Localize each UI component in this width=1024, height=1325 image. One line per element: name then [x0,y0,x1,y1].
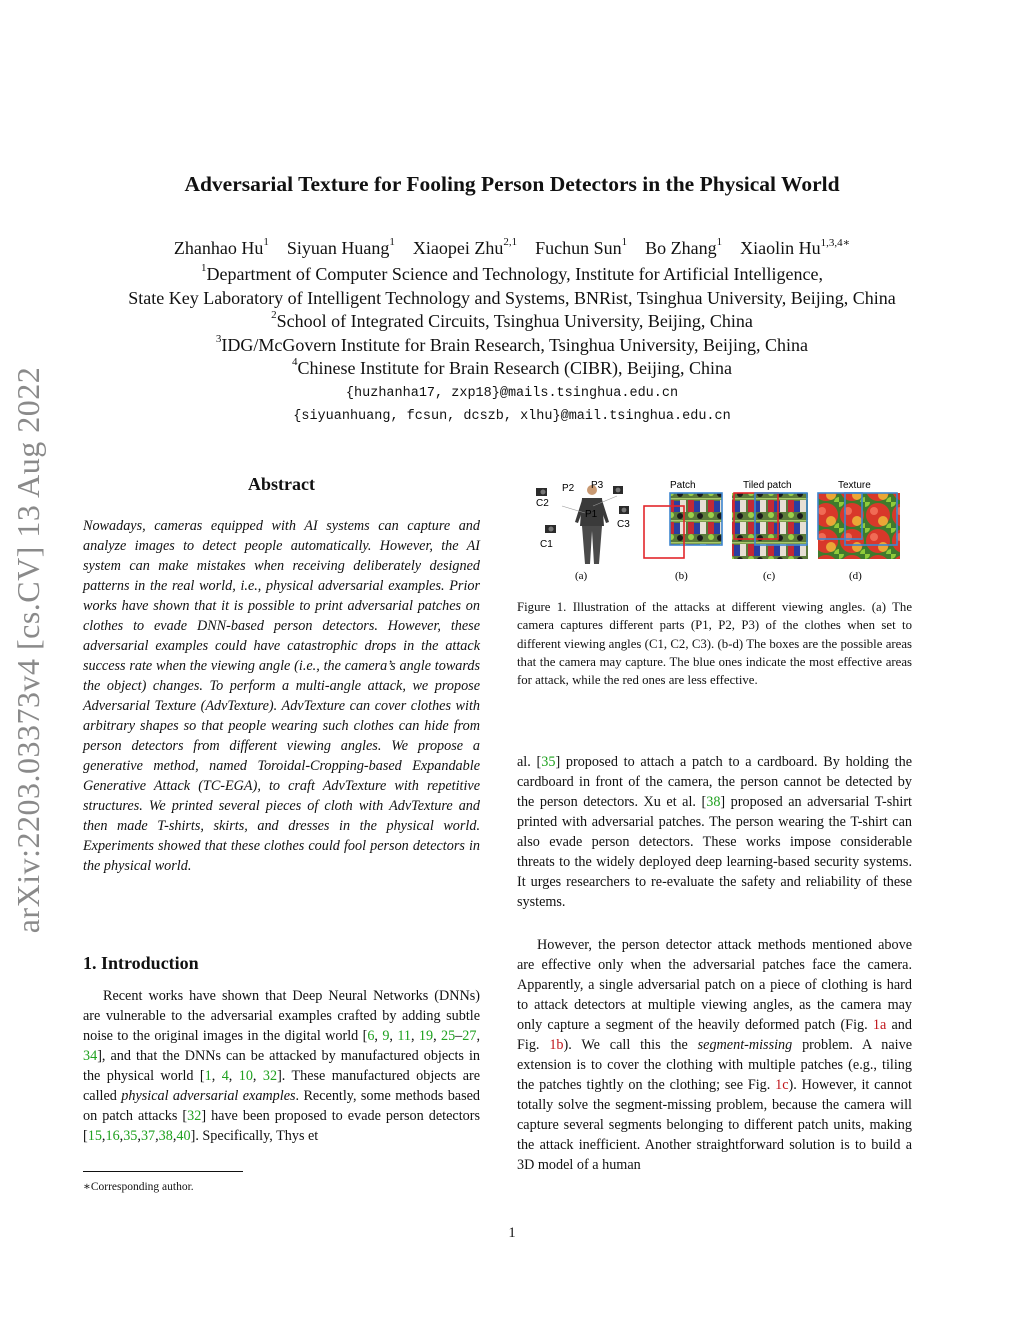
citation-link[interactable]: 35 [541,754,556,770]
affiliation-2 [0,311,1024,332]
author: Siyuan Huang [286,238,390,258]
author-sup: 1 [621,236,628,248]
footnote-rule [83,1171,243,1172]
citation-link[interactable]: 19 [418,1028,434,1044]
label-c2: C2 [536,498,549,509]
affiliation-3 [0,335,1024,356]
citation-link[interactable]: 32 [262,1068,278,1084]
affiliation-text: Department of Computer Science and Technology, Institute for Artificial Intelligence, [206,264,824,284]
label-p3: P3 [591,480,604,491]
affiliation-sup: 4 [292,356,298,368]
person-legs [582,526,602,564]
citation-link[interactable]: 1 [204,1068,212,1084]
figure-ref-link[interactable]: 1a [872,1017,887,1033]
citation-link[interactable]: 15 [87,1128,102,1144]
panel-c-tiled [732,480,808,559]
intro-heading: 1. Introduction [83,953,199,973]
citation-link[interactable]: 32 [187,1108,202,1124]
email-line-1: {huzhanha17, zxp18}@mails.tsinghua.edu.cn [345,386,679,401]
abstract-heading: Abstract [248,474,315,494]
citation-link[interactable]: 40 [176,1128,191,1144]
camera-icon [549,527,554,532]
affiliation-text: School of Integrated Circuits, Tsinghua University, Beijing, China [276,311,753,331]
label-texture: Texture [838,480,871,491]
citation-link[interactable]: 34 [83,1048,98,1064]
affiliation-sup: 2 [271,309,277,321]
right-paragraph-1: al. [35] proposed to attach a patch to a cardboard. By holding the cardboard in front of the camera, the person cannot be detected by the person detectors. Xu et al. [38] proposed an adversarial T-shirt printed with adversarial patches. The person wearing the T-shirt can also evade person detectors. These works impose considerable threats to the widely deployed deep learning-based security systems. It urges researchers to re-evaluate the safety and reliability of these systems. [517,754,912,910]
footnote: ∗Corresponding author. [83,1181,194,1193]
author: Bo Zhang [645,238,717,258]
author-sup: 2,1 [503,236,518,248]
author: Xiaopei Zhu [412,238,504,258]
label-p1: P1 [585,509,598,520]
citation-link[interactable]: 35 [123,1128,138,1144]
author: Zhanhao Hu [173,238,264,258]
figure-ref-link[interactable]: 1b [549,1037,564,1053]
affiliation-sup: 3 [215,333,222,345]
label-tiled: Tiled patch [743,480,792,491]
affiliation-1 [0,264,1024,285]
citation-link[interactable]: 9 [382,1028,390,1044]
panel-b-patch [644,480,722,558]
citation-link[interactable]: 25 [440,1028,456,1044]
figure-1 [527,476,911,586]
email-line-2: {siyuanhuang, fcsun, dcszb, xlhu}@mail.tsinghua.edu.cn [293,409,731,424]
affiliation-1b: State Key Laboratory of Intelligent Technology and Systems, BNRist, Tsinghua University, Beijing, China [128,288,896,308]
citation-link[interactable]: 11 [397,1028,411,1044]
sublabel-c: (c) [763,570,776,582]
arxiv-stamp: arXiv:2203.03373v4 [cs.CV] 13 Aug 2022 [10,366,46,934]
label-p2: P2 [562,483,575,494]
affiliation-text: Chinese Institute for Brain Research (CIBR), Beijing, China [297,358,732,378]
sublabel-a: (a) [575,570,588,582]
panel-a-illustration [536,480,630,564]
citation-link[interactable]: 10 [238,1068,253,1084]
label-c1: C1 [540,539,553,550]
author-sup: 1 [716,236,723,248]
citation-link[interactable]: 6 [367,1028,375,1044]
author-sup: 1 [263,236,269,248]
camera-icon [541,490,546,495]
citation-link[interactable]: 38 [158,1128,173,1144]
right-paragraph-2: However, the person detector attack methods mentioned above are effective only when the adversarial patches face the camera. Apparently, a single adversarial patch on a piece of clothing is hard to attack detectors at multiple viewing angles, as the camera may only capture a segment of the heavily deformed patch (Fig. 1a and Fig. 1b). We call this the segment-missing problem. A naive extension is to cover the clothing with multiple patches (e.g., tiling the patches tightly on the clothing; see Fig. 1c). However, it cannot totally solve the segment-missing problem, because the camera will capture several segments belonging to different patch units, making the attack inefficient. Another straightforward solution is to build a 3D model of a human [517,937,912,1173]
author-sup: 1,3,4∗ [820,237,851,249]
adv-patch-image [670,493,722,545]
camera-icon [622,508,627,513]
affiliation-4 [0,358,1024,379]
tiled-patch-image [732,493,808,559]
figure-ref-link[interactable]: 1c [775,1077,789,1093]
citation-link[interactable]: 16 [105,1128,120,1144]
intro-paragraph: Recent works have shown that Deep Neural Networks (DNNs) are vulnerable to the adversarial examples crafted by adding subtle noise to the original images in the digital world [6, 9, 11, 19, 25–27, 34], and that the DNNs can be attacked by manufactured objects in the physical world [1, 4, 10, 32]. These manufactured objects are called physical adversarial examples. Recently, some methods based on patch attacks [32] have been proposed to evade person detectors [15,16,35,37,38,40]. Specifically, Thys et [83,988,481,1144]
figure-caption: Figure 1. Illustration of the attacks at different viewing angles. (a) The camera captures different parts (P1, P2, P3) of the clothes when set to different viewing angles (C1, C2, C3). (b-d) The boxes are the possible areas that the camera may capture. The blue ones indicate the most effective areas for attack, while the red ones are less effective. [517,600,912,688]
affiliation-sup: 1 [200,262,207,274]
page-number: 1 [508,1225,516,1241]
texture-image [818,493,900,559]
sublabel-b: (b) [675,570,688,582]
author: Xiaolin Hu [740,238,821,258]
citation-link[interactable]: 37 [140,1128,156,1144]
author-sup: 1 [389,236,395,248]
author-list [0,238,1024,259]
label-patch: Patch [670,480,696,491]
abstract-text: Nowadays, cameras equipped with AI systems can capture and analyze images to detect people automatically. However, the AI system can make mistakes when receiving deliberately designed patterns in the real world, i.e., physical adversarial examples. Prior works have shown that it is possible to print adversarial patches on clothes to evade DNN-based person detectors. However, these adversarial examples could have catastrophic drops in the attack success rate when the viewing angle (i.e., the camera’s angle towards the object) changes. To perform a multi-angle attack, we propose Adversarial Texture (AdvTexture). AdvTexture can cover clothes with arbitrary shapes so that people wearing such clothes can hide from person detectors from different viewing angles. We propose a generative method, named Toroidal-Cropping-based Expandable Generative Attack (TC-EGA), to craft AdvTexture with repetitive structures. We printed several pieces of cloth with AdvTexture and then made T-shirts, skirts, and dresses in the physical world. Experiments showed that these clothes could fool person detectors in the physical world. [83,518,480,874]
affiliation-text: IDG/McGovern Institute for Brain Research, Tsinghua University, Beijing, China [221,335,809,355]
paper-title: Adversarial Texture for Fooling Person Detectors in the Physical World [184,172,840,196]
label-c3: C3 [617,519,630,530]
citation-link[interactable]: 27 [462,1028,477,1044]
panel-d-texture [818,480,900,559]
author: Fuchun Sun [535,238,622,258]
citation-link[interactable]: 38 [706,794,721,810]
camera-icon [616,488,621,493]
sublabel-d: (d) [849,570,862,582]
citation-link[interactable]: 4 [221,1068,229,1084]
